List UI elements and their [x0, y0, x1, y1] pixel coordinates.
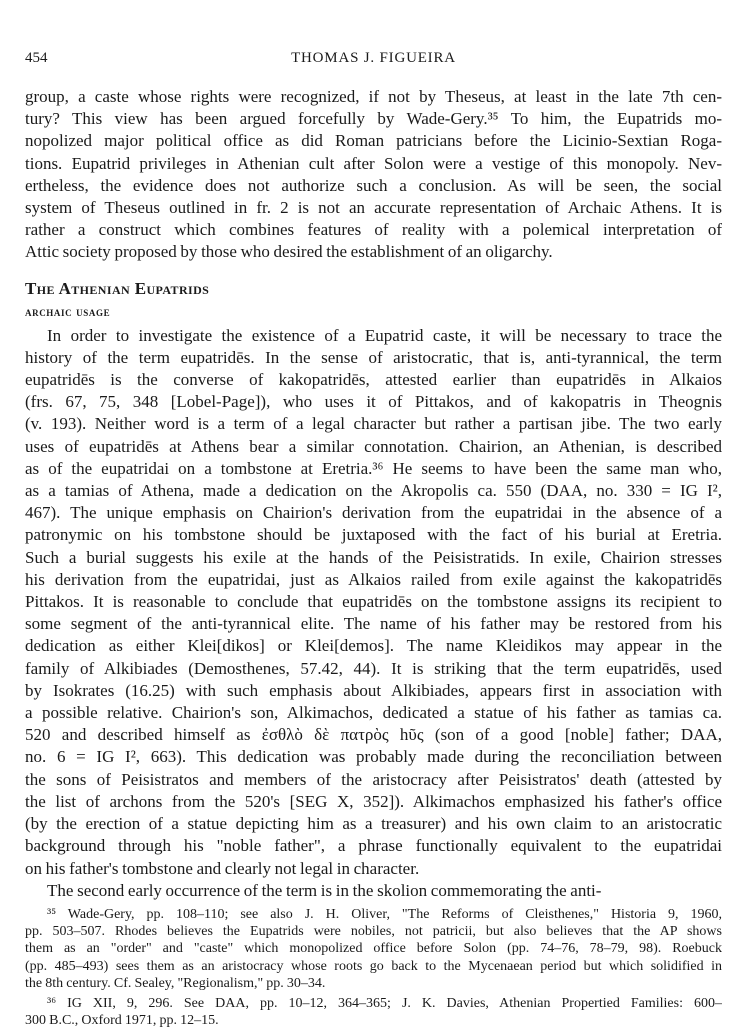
text-line: a possible relative. Chairion's son, Alkimachos, dedicated a statue of his father as tamias ca.	[25, 703, 722, 723]
text-line: nopolized major political office as did Roman patricians before the Licinio-Sextian Roga-	[25, 131, 722, 151]
main-paragraph	[25, 325, 722, 880]
text-line: Pittakos. It is reasonable to conclude that eupatridēs on the tombstone assigns its recipient to	[25, 592, 722, 612]
text-line: uses of eupatridēs at Athens bear a similar connotation. Chairion, an Athenian, is described	[25, 436, 722, 456]
text-line: by Isokrates (16.25) with such emphasis about Alkibiades, appears first in association with	[25, 680, 722, 700]
text-line: system of Theseus outlined in fr. 2 is not an accurate representation of Archaic Athens. It is	[25, 198, 722, 218]
text-line: the list of archons from the 520's [SEG X, 352]). Alkimachos emphasized his father's office	[25, 791, 722, 811]
text-line: the sons of Peisistratos and members of the aristocracy after Peisistratos' death (attested by	[25, 769, 722, 789]
text-line: 520 and described himself as ἐσθλὸ δὲ πατρὸς hῦς (son of a good [noble] father; DAA,	[25, 725, 722, 745]
text-line: (by the erection of a statue depicting him as a treasurer) and his own claim to an aristocratic	[25, 814, 722, 834]
text-line: group, a caste whose rights were recognized, if not by Theseus, at least in the late 7th cen-	[25, 87, 722, 106]
text-line: dedication as either Klei[dikos] or Klei[demos]. The name Kleidikos may appear in the	[25, 636, 722, 656]
text-line: Attic society proposed by those who desired the establishment of an oligarchy.	[25, 242, 553, 262]
text-line: Such a burial suggests his exile at the hands of the Peisistratids. In exile, Chairion stresses	[25, 547, 722, 567]
footnote-line: ³⁵ Wade-Gery, pp. 108–110; see also J. H. Oliver, "The Reforms of Cleisthenes," Historia 9, 1960,	[47, 906, 722, 922]
footnote-35	[25, 906, 722, 992]
footnote-line: pp. 503–507. Rhodes believes the Eupatrids were nobiles, not patricii, but also believes that the AP shows	[25, 924, 722, 940]
text-line: as a tamias of Athena, made a dedication on the Akropolis ca. 550 (DAA, no. 330 = IG I²,	[25, 481, 722, 501]
text-line: some segment of the anti-tyrannical elite. The name of his father may be restored from his	[25, 614, 722, 634]
page-number: 454	[25, 50, 48, 66]
text-line: (frs. 67, 75, 348 [Lobel-Page]), who uses it of Pittakos, and of kakopatris in Theognis	[25, 392, 722, 412]
text-line: patronymic on his tombstone should be juxtaposed with the fact of his burial at Eretria.	[25, 525, 722, 545]
footnote-line: ³⁶ IG XII, 9, 296. See DAA, pp. 10–12, 364–365; J. K. Davies, Athenian Propertied Families: 600–	[47, 995, 722, 1011]
text-line: ertheless, the evidence does not authorize such a conclusion. As will be seen, the social	[25, 175, 722, 195]
footnote-line: the 8th century. Cf. Sealey, "Regionalism," pp. 30–34.	[25, 975, 326, 991]
text-line: family of Alkibiades (Demosthenes, 57.42, 44). It is striking that the term eupatridēs, used	[25, 658, 722, 678]
text-line: as of the eupatridai on a tombstone at Eretria.³⁶ He seems to have been the same man who,	[25, 458, 722, 478]
running-head: THOMAS J. FIGUEIRA	[291, 50, 456, 66]
article-body	[25, 86, 722, 1029]
subsection-title: archaic usage	[25, 303, 111, 319]
continuation-line: The second early occurrence of the term is in the skolion commemorating the anti-	[47, 880, 602, 900]
text-line: background through his "noble father", a phrase functionally equivalent to the eupatridai	[25, 836, 722, 856]
intro-paragraph	[25, 86, 722, 264]
text-line: 467). The unique emphasis on Chairion's derivation from the eupatridai in the absence of a	[25, 503, 722, 523]
text-line: (v. 193). Neither word is a term of a legal character but rather a partisan jibe. The two early	[25, 414, 722, 434]
footnote-line: them as an "order" and "caste" which monopolized office before Solon (pp. 74–76, 78–79, 98). Roebuck	[25, 941, 722, 957]
text-line: his derivation from the eupatridai, just as Alkaios railed from exile against the kakopatridēs	[25, 569, 722, 589]
text-line: on his father's tombstone and clearly not legal in character.	[25, 858, 420, 878]
text-line: no. 6 = IG I², 663). This dedication was probably made during the reconciliation between	[25, 747, 722, 767]
footnote-line: (pp. 485–493) sees them as an aristocracy whose roots go back to the Mycenaean period but which solidified in	[25, 958, 722, 974]
footnote-line: 300 B.C., Oxford 1971, pp. 12–15.	[25, 1013, 219, 1029]
text-line: history of the term eupatridēs. In the sense of aristocratic, that is, anti-tyrannical, the term	[25, 347, 722, 367]
section-title: The Athenian Eupatrids	[25, 278, 210, 298]
text-line: In order to investigate the existence of a Eupatrid caste, it will be necessary to trace the	[47, 325, 722, 345]
page-header	[25, 50, 722, 72]
text-line: tions. Eupatrid privileges in Athenian cult after Solon were a vestige of this monopoly. Nev-	[25, 153, 722, 173]
text-line: tury? This view has been argued forcefully by Wade-Gery.³⁵ To him, the Eupatrids mo-	[25, 109, 722, 129]
text-line: eupatridēs is the converse of kakopatridēs, attested earlier than eupatridēs in Alkaios	[25, 370, 722, 390]
text-line: rather a construct which combines features of reality with a polemical interpretation of	[25, 220, 722, 240]
footnotes	[25, 906, 722, 1029]
